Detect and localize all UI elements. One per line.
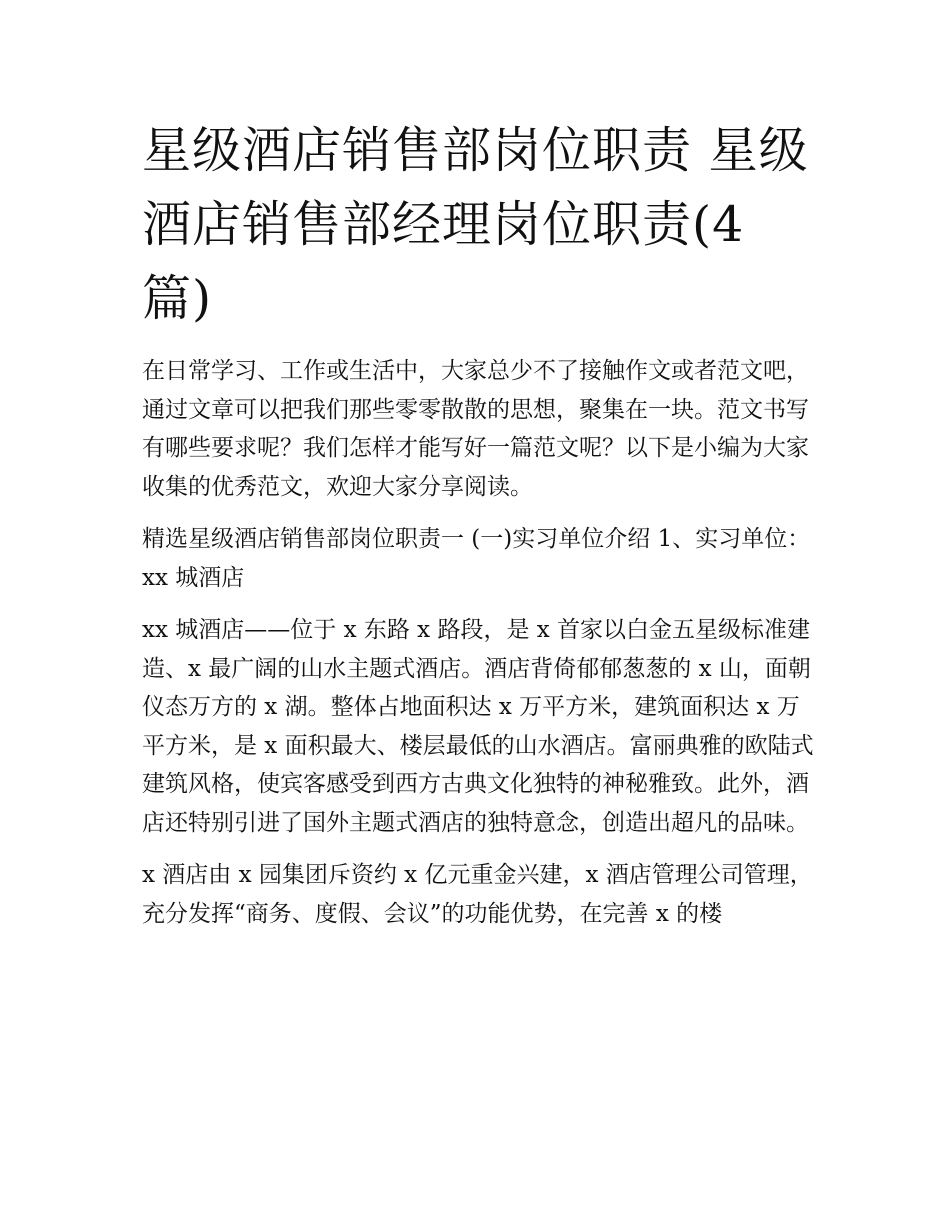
- hotel-description-paragraph: xx 城酒店——位于 x 东路 x 路段，是 x 首家以白金五星级标准建造、x 最广阔的山水主题式酒店。酒店背倚郁郁葱葱的 x 山，面朝仪态万方的 x 湖。整体占地面积达 x 万平方米，建筑面积达 x 万平方米，是 x 面积最大、楼层最低的山水酒店。富丽典雅的欧陆式建筑风格，使宾客感受到西方古典文化独特的神秘雅致。此外，酒店还特别引进了国外主题式酒店的独特意念，创造出超凡的品味。: [142, 617, 814, 836]
- hotel-investment-paragraph: x 酒店由 x 园集团斥资约 x 亿元重金兴建，x 酒店管理公司管理，充分发挥“商务、度假、会议”的功能优势，在完善 x 的楼: [142, 862, 813, 927]
- section-heading-paragraph: 精选星级酒店销售部岗位职责一 (一)实习单位介绍 1、实习单位：xx 城酒店: [142, 526, 811, 591]
- intro-paragraph: 在日常学习、工作或生活中，大家总少不了接触作文或者范文吧，通过文章可以把我们那些零零散散的思想，聚集在一块。范文书写有哪些要求呢？我们怎样才能写好一篇范文呢？以下是小编为大家收集的优秀范文，欢迎大家分享阅读。: [142, 358, 809, 500]
- document-content: [142, 114, 814, 933]
- document-title: 星级酒店销售部岗位职责 星级酒店销售部经理岗位职责(4篇): [142, 122, 809, 327]
